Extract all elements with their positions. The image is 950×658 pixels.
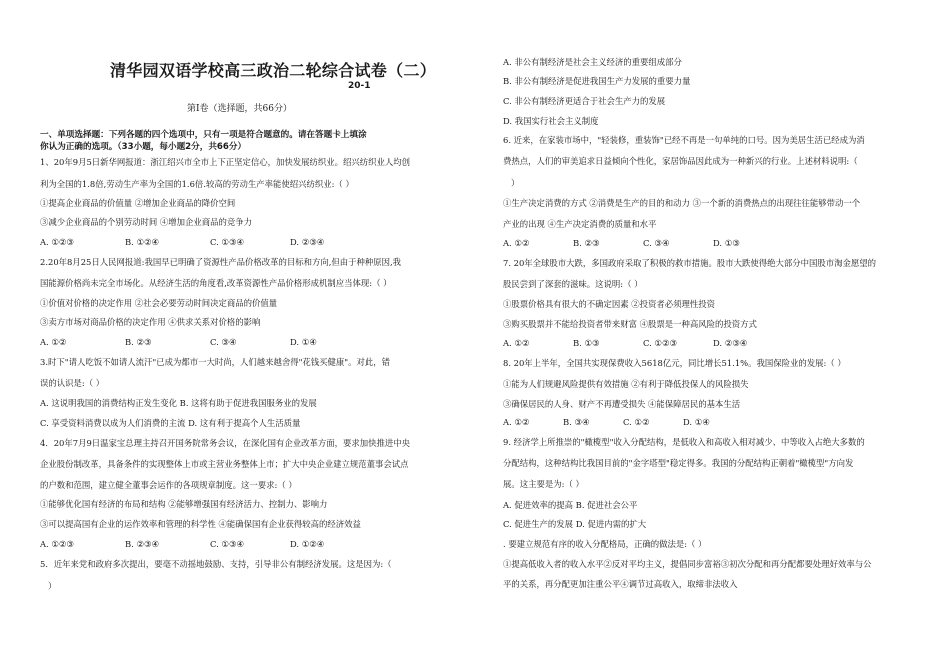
question-line: 6. 近来，在家装市场中，"轻装修，重装饰"已经不再是一句单纯的口号。因为美居生活已经成为消 [503, 135, 865, 145]
option-line: A. 非公有制经济是社会主义经济的重要组成部分 [503, 57, 682, 67]
question-line: ） [48, 581, 57, 591]
answer-option: B. ②③ [573, 238, 600, 248]
option-line: 产业的出现 ④生产决定消费的质量和水平 [503, 219, 657, 229]
answer-option: B. ②③ [125, 337, 152, 347]
question-line: 1、20年9月5日新华网报道：浙江绍兴市全市上下正坚定信心，加快发展纺织业。绍兴纺织业人均创 [40, 157, 411, 167]
answer-option: C. ①③④ [210, 237, 244, 247]
question-line: 分配结构，这种结构比我国目前的"金字塔型"稳定得多。我国的分配结构正朝着"橄榄型"方向发 [503, 458, 854, 468]
answer-option: D. ①④ [290, 337, 317, 347]
answer-option: D. ①③ [713, 238, 740, 248]
answer-option: B. ①②④ [125, 237, 160, 247]
question-line: 误的认识是:（ ） [40, 378, 105, 388]
answer-option: D. ②③④ [713, 338, 748, 348]
question-line: 利为全国的1.8倍,劳动生产率为全国的1.6倍.较高的劳动生产率能使绍兴纺织业:（ ） [40, 179, 354, 189]
option-line: ①能够优化国有经济的布局和结构 ②能够增强国有经济活力、控制力、影响力 [40, 499, 328, 509]
section-heading-line-1: 一、单项选择题：下列各题的四个选项中，只有一项是符合题意的。请在答题卡上填涂 [40, 130, 367, 140]
question-line: 企业股份制改革，具备条件的实现整体上市或主营业务整体上市；扩大中央企业建立规范董事会试点 [40, 459, 409, 469]
option-line: ③购买股票并不能给投资者带来财富 ④股票是一种高风险的投资方式 [503, 319, 757, 329]
option-line: ①能为人们规避风险提供有效措施 ②有利于降低投保人的风险损失 [503, 379, 749, 389]
option-line: ③减少企业商品的个别劳动时间 ④增加企业商品的竞争力 [40, 217, 253, 227]
answer-option: C. ③④ [643, 238, 670, 248]
question-line: 5．近年来党和政府多次提出，要毫不动摇地鼓励、支持，引导非公有制经济发展。这是因为:（ [40, 559, 392, 569]
question-line: 展。这主要是为:（ ） [503, 479, 584, 489]
answer-option: B. ①③ [573, 338, 600, 348]
answer-option: A. ①②③ [40, 237, 74, 247]
option-line: ①提高企业商品的价值量 ②增加企业商品的降价空间 [40, 198, 236, 208]
option-line: A. 促进效率的提高 B. 促进社会公平 [503, 500, 638, 510]
option-line: ③卖方市场对商品价格的决定作用 ④供求关系对价格的影响 [40, 317, 261, 327]
option-line: C. 享受资料消费以成为人们消费的主流 D. 这有利于提高个人生活质量 [40, 418, 301, 428]
question-line: 7. 20年全球股市大跌，多国政府采取了积极的救市措施。股市大跌使得绝大部分中国股市淘金愿望的 [503, 258, 877, 268]
answer-option: A. ①② [503, 238, 530, 248]
exam-code: 20-1 [348, 81, 371, 91]
option-line: ①提高低收入者的收入水平②反对平均主义，提倡同步富裕③初次分配和再分配都要处理好效率与公 [503, 559, 872, 569]
answer-option: B. ②③④ [125, 539, 160, 549]
option-line: ①价值对价格的决定作用 ②社会必要劳动时间决定商品的价值量 [40, 298, 278, 308]
option-line: C. 促进生产的发展 D. 促进内需的扩大 [503, 519, 647, 529]
option-line: ③确保居民的人身、财产不再遭受损失 ④能保障居民的基本生活 [503, 399, 741, 409]
answer-option: D. ①②④ [290, 539, 325, 549]
question-line: . 要建立规范有序的收入分配格局，正确的做法是:（ ） [503, 539, 707, 549]
question-line: 8. 20年上半年，全国共实现保费收入5618亿元，同比增长51.1%。我国保险业的发展:（ ） [503, 358, 846, 368]
option-line: ①股票价格具有很大的不确定因素 ②投资者必须理性投资 [503, 299, 716, 309]
answer-option: A. ①② [503, 417, 530, 427]
question-line: 9. 经济学上所推崇的"橄榄型"收入分配结构，是低收入和高收入相对减少、中等收入占绝大多数的 [503, 437, 865, 447]
question-line: 股民尝到了深套的滋味。这说明:（ ） [503, 279, 643, 289]
answer-option: C. ③④ [210, 337, 237, 347]
question-line: 4．20年7月9日温家宝总理主持召开国务院常务会议，在深化国有企业改革方面，要求加快推进中央 [40, 438, 411, 448]
question-line: 3.时下"请人吃饭不如请人流汗"已成为都市一大时尚，人们越来越舍得"花钱买健康"。对此，错 [40, 357, 391, 367]
option-line: B. 非公有制经济是促进我国生产力发展的重要力量 [503, 76, 691, 86]
question-line: 费热点，人们的审美追求日益倾向个性化，家居饰品因此成为一种新兴的行业。上述材料说明:（ [503, 156, 858, 166]
answer-option: C. ①③④ [210, 539, 244, 549]
option-line: 平的关系，再分配更加注重公平④调节过高收入，取缔非法收入 [503, 579, 738, 589]
answer-option: A. ①②③ [40, 539, 74, 549]
section-heading-line-2: 你认为正确的选项。（33小题，每小题2分，共66分） [40, 142, 247, 152]
question-line: ） [511, 178, 520, 188]
answer-option: A. ①② [40, 337, 67, 347]
question-line: 国能源价格尚未完全市场化。从经济生活的角度看,改革资源性产品价格形成机制应当体现:（ ） [40, 278, 392, 288]
answer-option: C. ①②③ [643, 338, 677, 348]
answer-option: D. ①④ [683, 417, 710, 427]
question-line: 2.20年8月25日人民网报道:我国早已明确了资源性产品价格改革的目标和方向,但由于种种原因,我 [40, 257, 402, 267]
option-line: C. 非公有制经济更适合于社会生产力的发展 [503, 96, 666, 106]
option-line: ③可以提高国有企业的运作效率和管理的科学性 ④能确保国有企业获得较高的经济效益 [40, 519, 361, 529]
exam-title: 清华园双语学校高三政治二轮综合试卷（二） [110, 61, 437, 80]
option-line: ①生产决定消费的方式 ②消费是生产的目的和动力 ③一个新的消费热点的出现往往能够带动一个 [503, 198, 861, 208]
answer-option: A. ①② [503, 338, 530, 348]
answer-option: D. ②③④ [290, 237, 325, 247]
volume-heading: 第Ⅰ卷（选择题，共66分） [187, 104, 293, 114]
question-line: 的户数和范围，建立健全董事会运作的各项规章制度。这一要求:（ ） [40, 480, 297, 490]
answer-option: B. ③④ [563, 417, 590, 427]
option-line: A. 这说明我国的消费结构正发生变化 B. 这将有助于促进我国服务业的发展 [40, 398, 317, 408]
answer-option: C. ①② [623, 417, 650, 427]
option-line: D. 我国实行社会主义制度 [503, 116, 599, 126]
